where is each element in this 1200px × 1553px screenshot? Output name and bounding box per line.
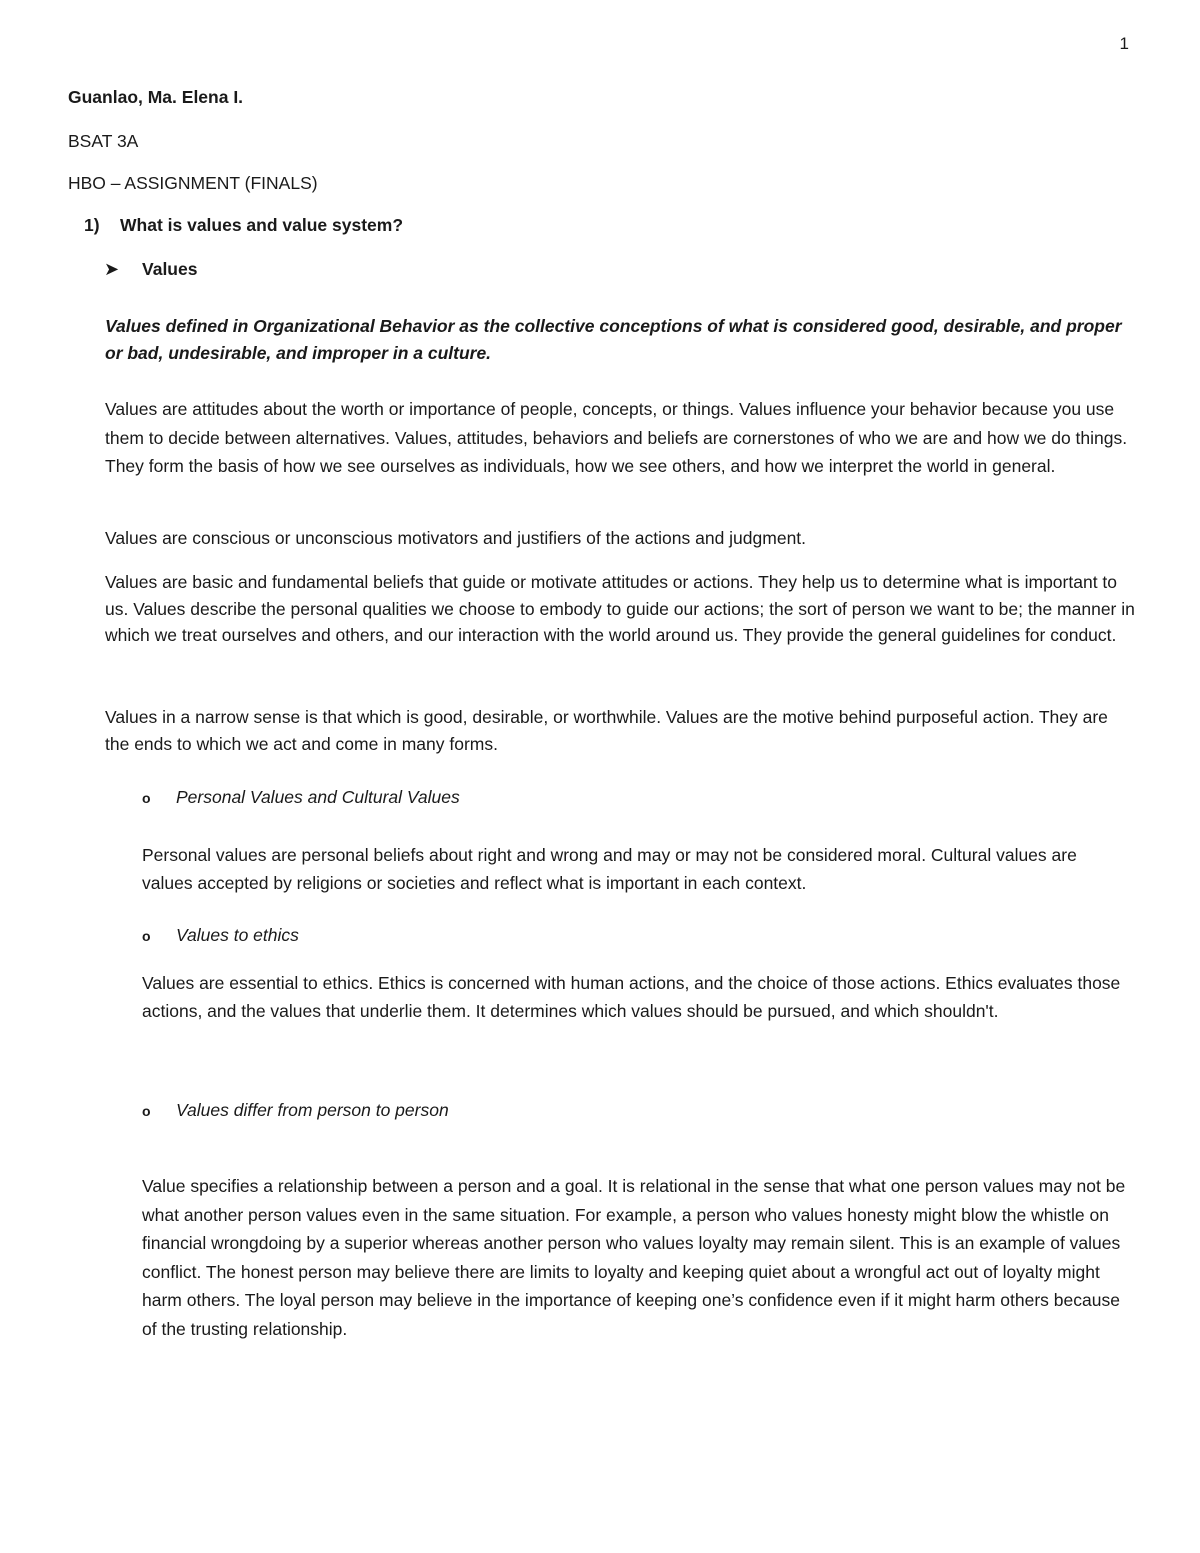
paragraph-3: Values are basic and fundamental beliefs that guide or motivate attitudes or actions. They help us to determine what is important to us. Values describe the personal qualities we choose to embody to guide our actions; the sort of person we want to be; the manner in which we treat ourselves and others, and our interaction with the world around us. They provide the general guidelines for conduct. bbox=[105, 572, 1135, 645]
paragraph-1: Values are attitudes about the worth or importance of people, concepts, or things. Values influence your behavior because you use them to decide between alternatives. Values, attitudes, behaviors and beliefs are cornerstones of who we are and how we do things. They form the basis of how we see ourselves as individuals, how we see others, and how we interpret the world in general. bbox=[105, 399, 1128, 476]
subsection-body-ethics: Values are essential to ethics. Ethics is concerned with human actions, and the choice of those actions. Ethics evaluates those actions, and the values that underlie them. It determines which values should be pursued, and which shouldn't. bbox=[142, 973, 1121, 1021]
subsection-title: Values to ethics bbox=[176, 925, 299, 945]
page-number: 1 bbox=[1119, 34, 1129, 53]
subsection-title: Personal Values and Cultural Values bbox=[176, 787, 460, 807]
subsection-title: Values differ from person to person bbox=[176, 1100, 449, 1120]
question-number: 1) bbox=[84, 215, 100, 235]
circle-bullet-icon: o bbox=[142, 928, 151, 944]
circle-bullet-icon: o bbox=[142, 790, 151, 806]
section-label: BSAT 3A bbox=[68, 131, 139, 151]
topic-label: Values bbox=[142, 259, 198, 279]
paragraph-4: Values in a narrow sense is that which is good, desirable, or worthwhile. Values are the motive behind purposeful action. They are the ends to which we act and come in many forms. bbox=[105, 707, 1108, 754]
assignment-title: HBO – ASSIGNMENT (FINALS) bbox=[68, 173, 318, 193]
subsection-heading-personal-cultural bbox=[142, 787, 460, 808]
paragraph-2: Values are conscious or unconscious motivators and justifiers of the actions and judgment. bbox=[105, 528, 807, 548]
question-text: What is values and value system? bbox=[120, 215, 404, 235]
subsection-body-differ: Value specifies a relationship between a person and a goal. It is relational in the sense that what one person values may not be what another person values even in the same situation. For example, a person who values honesty might blow the whistle on financial wrongdoing by a superior whereas another person who values loyalty may remain silent. This is an example of values conflict. The honest person may believe there are limits to loyalty and keeping quiet about a wrongful act out of loyalty might harm others. The loyal person may believe in the importance of keeping one’s confidence even if it might harm others because of the trusting relationship. bbox=[142, 1176, 1126, 1339]
definition-paragraph: Values defined in Organizational Behavior as the collective conceptions of what is considered good, desirable, and proper or bad, undesirable, and improper in a culture. bbox=[105, 316, 1122, 363]
subsection-heading-ethics bbox=[142, 925, 299, 946]
circle-bullet-icon: o bbox=[142, 1103, 151, 1119]
author-name: Guanlao, Ma. Elena I. bbox=[68, 87, 244, 107]
subsection-heading-differ bbox=[142, 1100, 449, 1121]
question-heading bbox=[84, 215, 403, 236]
topic-heading bbox=[104, 259, 197, 280]
subsection-body-personal-cultural: Personal values are personal beliefs about right and wrong and may or may not be considered moral. Cultural values are values accepted by religions or societies and reflect what is important in each context. bbox=[142, 845, 1077, 893]
arrow-bullet-icon: ➤ bbox=[104, 259, 120, 279]
